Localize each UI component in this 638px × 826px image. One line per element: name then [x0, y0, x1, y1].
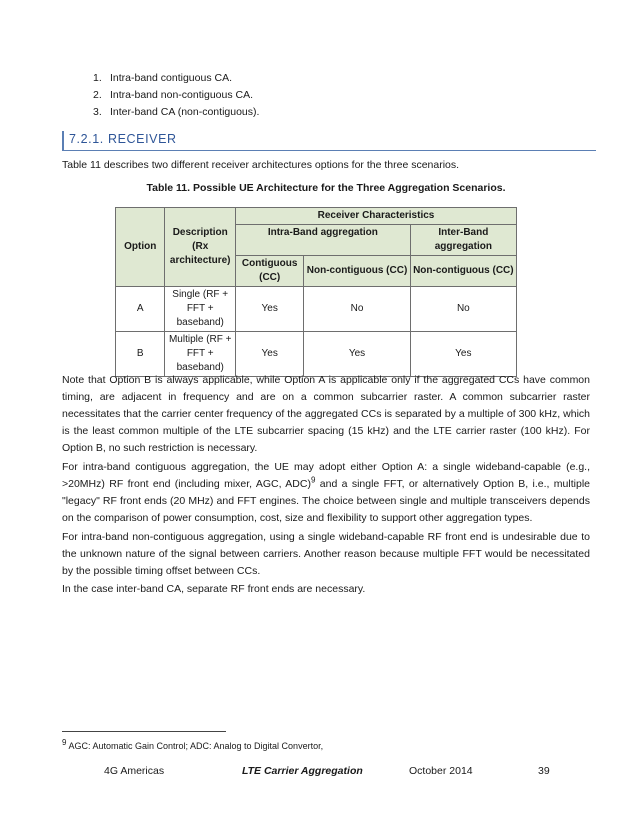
table-row — [116, 332, 517, 377]
contiguous-cell: Yes — [235, 332, 303, 377]
option-cell: B — [116, 332, 165, 377]
footnote-divider — [62, 731, 226, 732]
description-cell: Single (RF + FFT + baseband) — [165, 287, 236, 332]
footer-org: 4G Americas — [104, 765, 165, 777]
intra-band-header: Intra-Band aggregation — [235, 225, 410, 256]
table-caption: Table 11. Possible UE Architecture for the Three Aggregation Scenarios. — [146, 182, 506, 194]
contiguous-header: Contiguous (CC) — [235, 256, 303, 287]
option-header: Option — [116, 208, 165, 287]
intro-paragraph: Table 11 describes two different receiver architectures options for the three scenarios. — [62, 159, 460, 171]
table-row — [116, 287, 517, 332]
inter-noncontiguous-header: Non-contiguous (CC) — [410, 256, 516, 287]
option-cell: A — [116, 287, 165, 332]
list-item: 2. Intra-band non-contiguous CA. — [93, 89, 254, 101]
noncontiguous-cell: No — [304, 287, 410, 332]
footnote-mark: 9 — [62, 738, 67, 747]
inter-band-cell: Yes — [410, 332, 516, 377]
receiver-table — [115, 207, 517, 377]
description-cell: Multiple (RF + FFT + baseband) — [165, 332, 236, 377]
inter-band-header: Inter-Band aggregation — [410, 225, 516, 256]
footer-date: October 2014 — [409, 765, 473, 777]
option-b-paragraph: Note that Option B is always applicable, while Option A is applicable only if the aggregated CCs have common timing, are adjacent in frequency and are on a common subcarrier raster. A common subcarrier raster necessitates that the carrier center frequency of the aggregated CCs is separated by a multiple of 300 kHz, which is the least common multiple of the LTE subcarrier spacing (15 kHz) and the LTE carrier raster (100 kHz). For Option B, no such restriction is necessary. — [62, 374, 590, 454]
section-heading — [62, 131, 596, 151]
intra-contiguous-paragraph: For intra-band contiguous aggregation, the UE may adopt either Option A: a single wideband-capable (e.g., >20MHz) RF front end (including mixer, AGC, ADC)$^9$ and a single FFT, or alternatively Option B, i.e., multiple "legacy" RF front ends (20 MHz) and FFT engines. The choice between single and multiple transceivers depends on the comparison of power consumption, cost, size and flexibility to support other aggregation types. — [62, 461, 590, 524]
inter-band-cell: No — [410, 287, 516, 332]
noncontiguous-header: Non-contiguous (CC) — [304, 256, 410, 287]
contiguous-cell: Yes — [235, 287, 303, 332]
noncontiguous-cell: Yes — [304, 332, 410, 377]
list-item: 3. Inter-band CA (non-contiguous). — [93, 106, 260, 118]
inter-band-paragraph: In the case inter-band CA, separate RF front ends are necessary. — [62, 583, 366, 595]
footer-title: LTE Carrier Aggregation — [242, 765, 363, 777]
group-header: Receiver Characteristics — [235, 208, 516, 225]
footnote: $^9$ AGC: Automatic Gain Control; ADC: Analog to Digital Convertor, — [62, 738, 324, 751]
section-title: 7.2.1. RECEIVER — [69, 132, 177, 146]
description-header: Description (Rx architecture) — [165, 208, 236, 287]
intra-noncontiguous-paragraph: For intra-band non-contiguous aggregation, using a single wideband-capable RF front end is undesirable due to the unknown nature of the signal between carriers. Another reason because multiple FFT would be necessitated by the possible timing offset between CCs. — [62, 531, 590, 577]
list-item: 1. Intra-band contiguous CA. — [93, 72, 232, 84]
scenario-list — [93, 70, 259, 121]
footnote-ref[interactable]: 9 — [310, 475, 316, 485]
page-number: 39 — [538, 765, 550, 777]
